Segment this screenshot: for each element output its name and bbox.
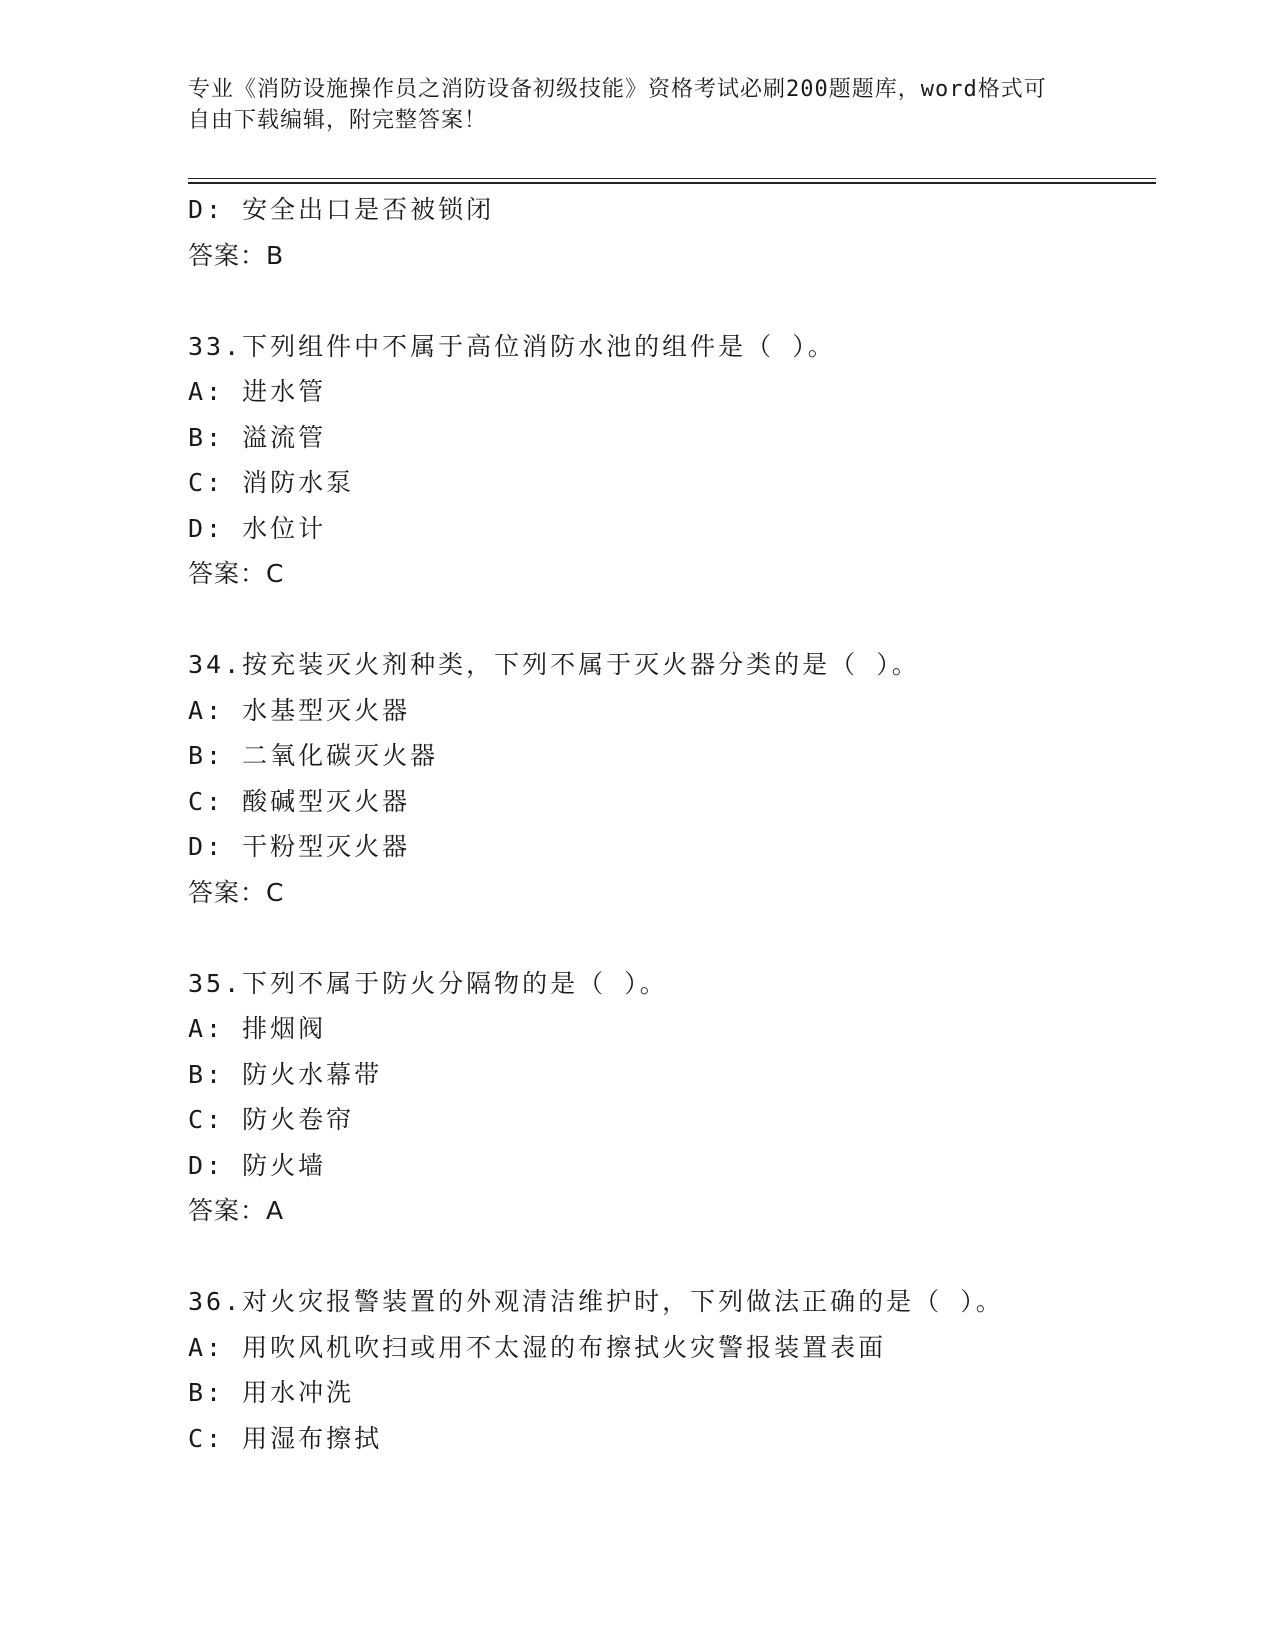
spacer — [188, 1234, 1156, 1280]
option-a: A: 水基型灭火器 — [188, 695, 411, 725]
spacer — [188, 597, 1156, 643]
option-a: A: 排烟阀 — [188, 1014, 327, 1043]
option-c: C: 酸碱型灭火器 — [188, 786, 411, 816]
option-d: D: 水位计 — [188, 513, 327, 543]
answer: 答案：C — [188, 559, 285, 588]
option-b: B: 二氧化碳灭火器 — [188, 741, 439, 770]
answer: 答案：B — [188, 240, 285, 270]
spacer — [188, 278, 1156, 324]
option-c: C: 防火卷帘 — [188, 1105, 355, 1134]
option-c: C: 消防水泵 — [188, 468, 355, 497]
question-36 — [188, 1279, 1156, 1461]
option-d: D: 防火墙 — [188, 1150, 327, 1180]
spacer — [188, 915, 1156, 961]
option-b: B: 防火水幕带 — [188, 1059, 383, 1089]
option-b: B: 溢流管 — [188, 422, 327, 452]
question-34 — [188, 642, 1156, 915]
answer: 答案：A — [188, 1196, 285, 1225]
question-stem: 34.按充装灭火剂种类，下列不属于灭火器分类的是（ ）。 — [188, 650, 920, 679]
document-header — [188, 74, 1068, 136]
question-list — [188, 187, 1156, 1461]
option-a: A: 进水管 — [188, 377, 327, 406]
question-stem: 33.下列组件中不属于高位消防水池的组件是（ ）。 — [188, 331, 836, 361]
question-stem: 36.对火灾报警装置的外观清洁维护时，下列做法正确的是（ ）。 — [188, 1287, 1004, 1316]
question-35 — [188, 961, 1156, 1234]
question-33 — [188, 324, 1156, 597]
question-stem: 35.下列不属于防火分隔物的是（ ）。 — [188, 968, 668, 998]
option-c: C: 用湿布擦拭 — [188, 1423, 383, 1453]
option-d: D: 干粉型灭火器 — [188, 832, 411, 861]
question-32-continued — [188, 187, 1156, 278]
option-d: D: 安全出口是否被锁闭 — [188, 195, 495, 224]
option-b: B: 用水冲洗 — [188, 1378, 355, 1407]
option-a: A: 用吹风机吹扫或用不太湿的布擦拭火灾警报装置表面 — [188, 1332, 887, 1362]
header-divider-thin — [188, 178, 1156, 179]
header-divider-thick — [188, 182, 1156, 184]
header-title: 专业《消防设施操作员之消防设备初级技能》资格考试必刷200题题库，word格式可自由下载编辑，附完整答案！ — [188, 77, 1047, 133]
answer: 答案：C — [188, 877, 285, 907]
